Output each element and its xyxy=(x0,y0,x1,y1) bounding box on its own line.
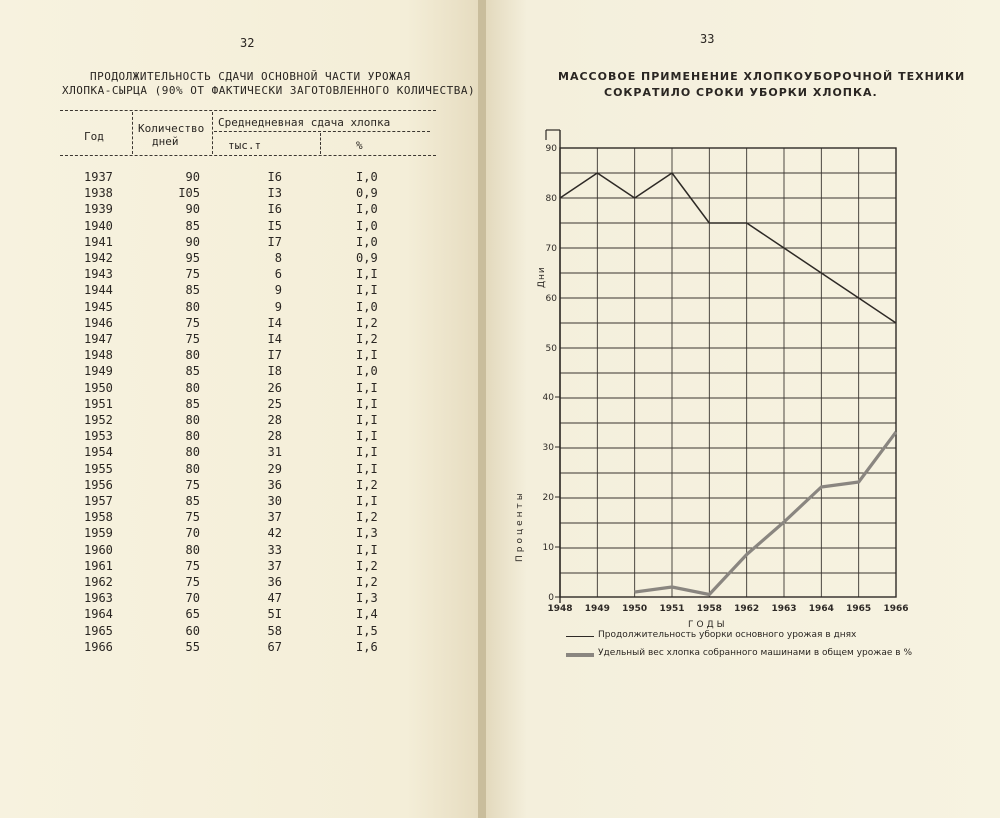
cell-percent: I,I xyxy=(356,283,378,298)
cell-year: 1947 xyxy=(84,332,113,346)
cell-thousand-t: 5I xyxy=(267,607,282,622)
cell-thousand-t: 67 xyxy=(267,639,282,654)
table-row xyxy=(0,316,478,332)
table-row xyxy=(0,624,478,640)
cell-thousand-t: I8 xyxy=(267,364,282,379)
cell-thousand-t: I4 xyxy=(267,315,282,330)
cell-year: 1955 xyxy=(84,461,113,476)
cell-year: 1944 xyxy=(84,283,113,298)
cell-days: 90 xyxy=(185,202,200,217)
cell-year: 1962 xyxy=(84,575,113,589)
table-header-bottom-rule xyxy=(60,155,436,156)
cell-percent: I,I xyxy=(356,542,378,557)
cell-days: 80 xyxy=(185,542,200,557)
cell-days: 75 xyxy=(185,267,200,282)
cell-days: I05 xyxy=(178,186,200,201)
legend-label-days: Продолжительность уборки основного урожая в днях xyxy=(598,630,857,640)
chart-labels xyxy=(515,144,909,630)
table-row xyxy=(0,397,478,413)
table-row xyxy=(0,348,478,364)
cell-thousand-t: 6 xyxy=(274,267,282,282)
y-tick-label-days: 50 xyxy=(545,344,557,354)
page-number: 32 xyxy=(240,36,255,50)
cell-percent: I,2 xyxy=(356,575,378,589)
y-tick-label-percent: 20 xyxy=(542,493,554,503)
table-row xyxy=(0,575,478,591)
cell-percent: I,0 xyxy=(356,364,378,379)
cell-days: 85 xyxy=(185,396,200,411)
y-tick-label-percent: 0 xyxy=(548,593,554,603)
cell-thousand-t: I6 xyxy=(267,170,282,184)
table-row xyxy=(0,267,478,283)
cell-thousand-t: 31 xyxy=(267,445,282,460)
y-tick-label-days: 90 xyxy=(545,144,557,154)
cell-year: 1949 xyxy=(84,364,113,379)
cell-thousand-t: I3 xyxy=(267,186,282,201)
table-top-rule xyxy=(60,110,436,111)
cell-percent: I,2 xyxy=(356,558,378,573)
x-tick-label: 1951 xyxy=(659,604,685,614)
table-row xyxy=(0,445,478,461)
cell-year: 1965 xyxy=(84,623,113,638)
x-tick-label: 1950 xyxy=(622,604,648,614)
cell-percent: I,2 xyxy=(356,315,378,330)
table-subheader-rule xyxy=(214,131,430,132)
table-row xyxy=(0,494,478,510)
cell-year: 1964 xyxy=(84,607,113,622)
cell-days: 85 xyxy=(185,494,200,508)
cell-year: 1942 xyxy=(84,251,113,265)
cell-year: 1957 xyxy=(84,494,113,508)
cell-year: 1963 xyxy=(84,591,113,606)
x-tick-label: 1965 xyxy=(846,604,872,614)
cell-thousand-t: 37 xyxy=(267,558,282,573)
cell-thousand-t: 26 xyxy=(267,380,282,395)
cell-year: 1938 xyxy=(84,186,113,201)
cell-thousand-t: 42 xyxy=(267,526,282,541)
cell-percent: I,I xyxy=(356,267,378,282)
cell-thousand-t: I5 xyxy=(267,218,282,233)
y-tick-label-days: 60 xyxy=(545,294,557,304)
col-header-thousand-t: тыс.т xyxy=(228,139,262,152)
cell-percent: I,3 xyxy=(356,591,378,606)
cell-year: 1960 xyxy=(84,542,113,557)
x-tick-label: 1966 xyxy=(883,604,909,614)
cell-year: 1958 xyxy=(84,510,113,525)
cell-percent: I,0 xyxy=(356,218,378,233)
cell-percent: 0,9 xyxy=(356,186,378,201)
cell-thousand-t: 9 xyxy=(274,283,282,298)
cell-percent: I,2 xyxy=(356,332,378,346)
y-tick-label-days: 70 xyxy=(545,244,557,254)
cell-percent: I,2 xyxy=(356,477,378,492)
y-axis-title-percent: Проценты xyxy=(515,490,525,562)
cell-percent: I,3 xyxy=(356,526,378,541)
table-row xyxy=(0,235,478,251)
cell-thousand-t: 25 xyxy=(267,396,282,411)
cell-year: 1945 xyxy=(84,299,113,314)
table-row xyxy=(0,170,478,186)
cell-thousand-t: 33 xyxy=(267,542,282,557)
cell-percent: I,I xyxy=(356,494,378,508)
table-row xyxy=(0,219,478,235)
col-header-percent: % xyxy=(356,139,363,152)
y-tick-label-percent: 10 xyxy=(542,543,554,553)
chart-series xyxy=(560,173,896,595)
cell-year: 1954 xyxy=(84,445,113,460)
table-row xyxy=(0,283,478,299)
x-tick-label: 1958 xyxy=(696,604,722,614)
cell-year: 1941 xyxy=(84,234,113,249)
cell-year: 1948 xyxy=(84,348,113,363)
cell-percent: I,0 xyxy=(356,299,378,314)
table-col-divider xyxy=(212,112,213,154)
cell-percent: I,I xyxy=(356,348,378,363)
cell-percent: I,2 xyxy=(356,510,378,525)
left-page xyxy=(0,0,478,818)
cell-thousand-t: I7 xyxy=(267,348,282,363)
col-header-days: Количество xyxy=(138,122,205,135)
table-row xyxy=(0,543,478,559)
chart-grid xyxy=(546,130,896,603)
table-row xyxy=(0,381,478,397)
cell-thousand-t: 47 xyxy=(267,591,282,606)
table-row xyxy=(0,251,478,267)
table-row xyxy=(0,364,478,380)
cell-percent: I,I xyxy=(356,445,378,460)
x-axis-title: ГОДЫ xyxy=(688,620,728,630)
cell-days: 85 xyxy=(185,218,200,233)
cell-thousand-t: 30 xyxy=(267,494,282,508)
cell-year: 1946 xyxy=(84,315,113,330)
cell-thousand-t: I6 xyxy=(267,202,282,217)
cell-days: 55 xyxy=(185,639,200,654)
cell-year: 1937 xyxy=(84,170,113,184)
cell-days: 95 xyxy=(185,251,200,265)
cell-year: 1953 xyxy=(84,429,113,444)
x-tick-label: 1962 xyxy=(734,604,760,614)
table-row xyxy=(0,607,478,623)
cell-days: 80 xyxy=(185,380,200,395)
table-row xyxy=(0,413,478,429)
cell-days: 85 xyxy=(185,283,200,298)
cell-thousand-t: 28 xyxy=(267,413,282,427)
cell-thousand-t: 36 xyxy=(267,575,282,589)
table-row xyxy=(0,300,478,316)
table-row xyxy=(0,332,478,348)
cell-days: 75 xyxy=(185,575,200,589)
y-tick-label-days: 80 xyxy=(545,194,557,204)
cell-percent: I,I xyxy=(356,461,378,476)
cell-thousand-t: 37 xyxy=(267,510,282,525)
table-row xyxy=(0,462,478,478)
cell-percent: I,4 xyxy=(356,607,378,622)
cell-days: 75 xyxy=(185,477,200,492)
cell-year: 1939 xyxy=(84,202,113,217)
cell-days: 75 xyxy=(185,315,200,330)
cell-percent: I,I xyxy=(356,429,378,444)
cell-days: 65 xyxy=(185,607,200,622)
table-row xyxy=(0,559,478,575)
cell-percent: I,0 xyxy=(356,170,378,184)
y-tick-label-percent: 30 xyxy=(542,443,554,453)
cell-year: 1952 xyxy=(84,413,113,427)
line-chart xyxy=(486,0,1000,818)
cell-year: 1961 xyxy=(84,558,113,573)
cell-year: 1951 xyxy=(84,396,113,411)
cell-year: 1959 xyxy=(84,526,113,541)
cell-year: 1966 xyxy=(84,639,113,654)
cell-percent: I,0 xyxy=(356,202,378,217)
series-line-percent xyxy=(635,432,896,595)
col-header-year: Год xyxy=(84,130,104,143)
cell-year: 1950 xyxy=(84,380,113,395)
y-axis-title-days: Дни xyxy=(537,266,547,288)
cell-days: 80 xyxy=(185,413,200,427)
table-row xyxy=(0,640,478,656)
cell-days: 70 xyxy=(185,591,200,606)
cell-year: 1940 xyxy=(84,218,113,233)
cell-percent: I,I xyxy=(356,413,378,427)
x-tick-label: 1949 xyxy=(584,604,610,614)
cell-thousand-t: I4 xyxy=(267,332,282,346)
y-tick-label-percent: 40 xyxy=(542,393,554,403)
cell-days: 90 xyxy=(185,234,200,249)
cell-percent: I,0 xyxy=(356,234,378,249)
cell-days: 75 xyxy=(185,558,200,573)
cell-percent: I,6 xyxy=(356,639,378,654)
table-col-divider xyxy=(320,133,321,154)
cell-thousand-t: I7 xyxy=(267,234,282,249)
x-tick-label: 1948 xyxy=(547,604,573,614)
table-col-divider xyxy=(132,112,133,154)
cell-thousand-t: 58 xyxy=(267,623,282,638)
chart-title-line-1: МАССОВОЕ ПРИМЕНЕНИЕ ХЛОПКОУБОРОЧНОЙ ТЕХНИКИ xyxy=(558,70,966,83)
col-header-group: Среднедневная сдача хлопка xyxy=(218,116,391,129)
chart-title-line-2: СОКРАТИЛО СРОКИ УБОРКИ ХЛОПКА. xyxy=(604,86,878,99)
cell-days: 85 xyxy=(185,364,200,379)
cell-percent: I,I xyxy=(356,380,378,395)
cell-days: 80 xyxy=(185,429,200,444)
cell-thousand-t: 36 xyxy=(267,477,282,492)
cell-days: 70 xyxy=(185,526,200,541)
cell-thousand-t: 28 xyxy=(267,429,282,444)
cell-days: 80 xyxy=(185,461,200,476)
col-header-days-sub: дней xyxy=(152,135,179,148)
legend-label-percent: Удельный вес хлопка собранного машинами в общем урожае в % xyxy=(598,648,912,658)
cell-percent: I,5 xyxy=(356,623,378,638)
cell-days: 80 xyxy=(185,445,200,460)
table-row xyxy=(0,526,478,542)
table-title-line-2: ХЛОПКА-СЫРЦА (90% ОТ ФАКТИЧЕСКИ ЗАГОТОВЛЕННОГО КОЛИЧЕСТВА) xyxy=(62,84,476,97)
page-number: 33 xyxy=(700,32,715,46)
cell-thousand-t: 9 xyxy=(274,299,282,314)
table-title-line-1: ПРОДОЛЖИТЕЛЬНОСТЬ СДАЧИ ОСНОВНОЙ ЧАСТИ УРОЖАЯ xyxy=(90,70,411,83)
cell-days: 80 xyxy=(185,299,200,314)
cell-days: 75 xyxy=(185,510,200,525)
cell-year: 1956 xyxy=(84,477,113,492)
table-row xyxy=(0,591,478,607)
table-row xyxy=(0,202,478,218)
x-tick-label: 1963 xyxy=(771,604,797,614)
cell-days: 90 xyxy=(185,170,200,184)
cell-days: 60 xyxy=(185,623,200,638)
x-tick-label: 1964 xyxy=(808,604,834,614)
book-gutter xyxy=(478,0,486,818)
cell-thousand-t: 8 xyxy=(274,251,282,265)
plot-frame xyxy=(560,148,896,597)
table-row xyxy=(0,478,478,494)
cell-percent: 0,9 xyxy=(356,251,378,265)
table-row xyxy=(0,186,478,202)
cell-percent: I,I xyxy=(356,396,378,411)
cell-days: 75 xyxy=(185,332,200,346)
table-row xyxy=(0,429,478,445)
cell-days: 80 xyxy=(185,348,200,363)
cell-thousand-t: 29 xyxy=(267,461,282,476)
table-row xyxy=(0,510,478,526)
cell-year: 1943 xyxy=(84,267,113,282)
